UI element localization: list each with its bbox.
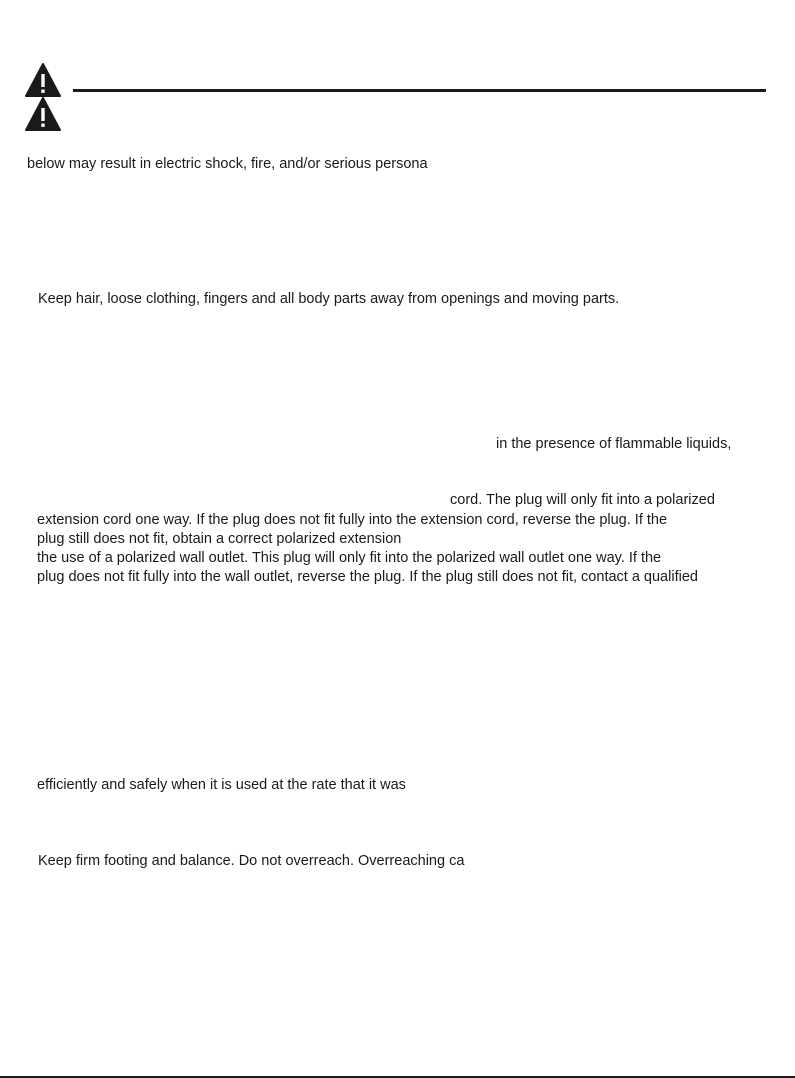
safety-rule-text: extension cord one way. If the plug does not fit fully into the extension cord, reverse the plug. If the xyxy=(37,512,668,528)
warning-triangle-icon xyxy=(25,63,61,97)
safety-rule-text: the use of a polarized wall outlet. This plug will only fit into the polarized wall outlet one way. If the xyxy=(37,550,662,566)
safety-rule-text: Keep firm footing and balance. Do not overreach. Overreaching ca xyxy=(38,853,465,869)
safety-rule-text: Keep hair, loose clothing, fingers and all body parts away from openings and moving parts. xyxy=(38,291,620,307)
header-divider xyxy=(73,89,766,92)
warning-triangle-icon xyxy=(25,97,61,131)
safety-rule-text: in the presence of flammable liquids, xyxy=(496,436,732,452)
safety-rule-text: efficiently and safely when it is used at the rate that it was xyxy=(37,777,406,793)
safety-rule-text: plug does not fit fully into the wall outlet, reverse the plug. If the plug still does not fit, contact a qualified xyxy=(37,569,698,585)
safety-rule-text: cord. The plug will only fit into a polarized xyxy=(450,492,715,508)
warning-intro-text: below may result in electric shock, fire, and/or serious persona xyxy=(27,156,428,172)
safety-rule-text: plug still does not fit, obtain a correct polarized extension xyxy=(37,531,402,547)
